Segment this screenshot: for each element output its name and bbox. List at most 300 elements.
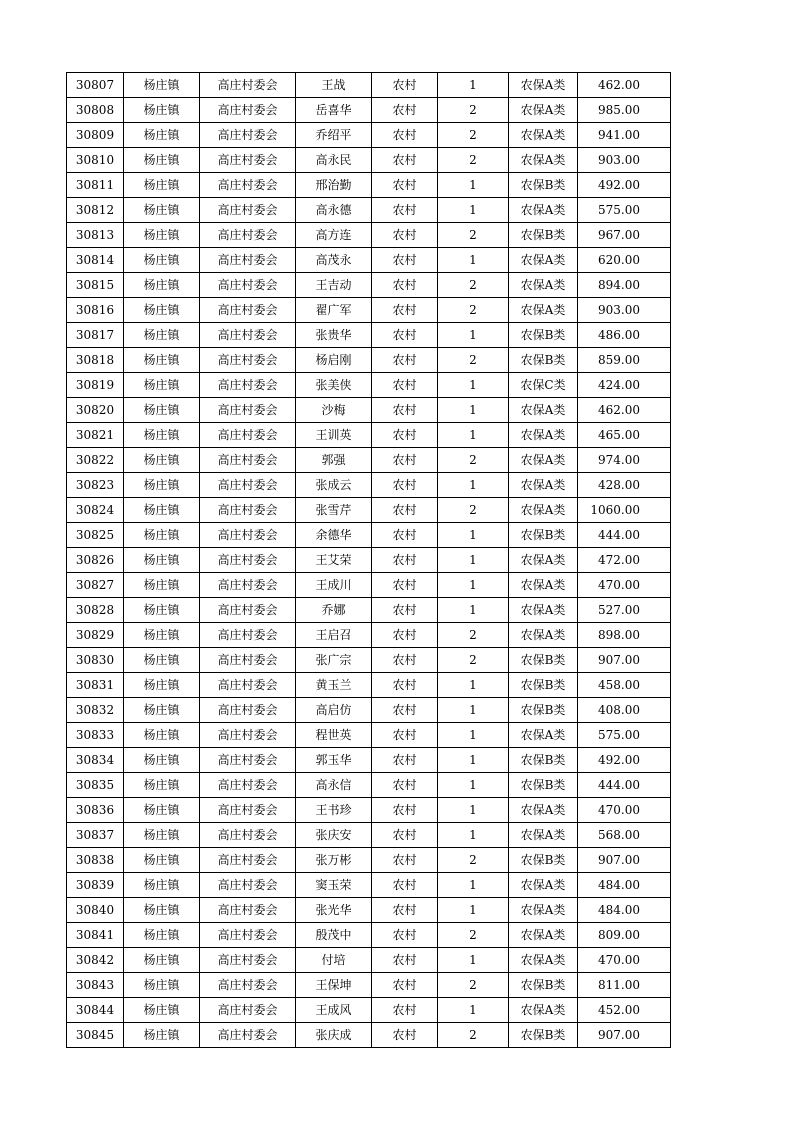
name-cell: 张庆安 bbox=[296, 823, 372, 848]
amount-cell: 492.00 bbox=[578, 173, 671, 198]
table-row bbox=[67, 498, 671, 523]
town-cell: 杨庄镇 bbox=[124, 973, 200, 998]
amount-cell: 458.00 bbox=[578, 673, 671, 698]
record-id-cell: 30819 bbox=[67, 373, 124, 398]
household-count-cell: 2 bbox=[438, 973, 509, 998]
name-cell: 王成川 bbox=[296, 573, 372, 598]
town-cell: 杨庄镇 bbox=[124, 248, 200, 273]
name-cell: 窦玉荣 bbox=[296, 873, 372, 898]
amount-cell: 486.00 bbox=[578, 323, 671, 348]
town-cell: 杨庄镇 bbox=[124, 348, 200, 373]
record-id-cell: 30810 bbox=[67, 148, 124, 173]
area-type-cell: 农村 bbox=[372, 848, 438, 873]
town-cell: 杨庄镇 bbox=[124, 373, 200, 398]
amount-cell: 470.00 bbox=[578, 573, 671, 598]
town-cell: 杨庄镇 bbox=[124, 173, 200, 198]
amount-cell: 408.00 bbox=[578, 698, 671, 723]
household-count-cell: 1 bbox=[438, 248, 509, 273]
village-committee-cell: 高庄村委会 bbox=[200, 523, 296, 548]
table-row bbox=[67, 523, 671, 548]
household-count-cell: 1 bbox=[438, 548, 509, 573]
category-cell: 农保A类 bbox=[509, 198, 578, 223]
name-cell: 王成风 bbox=[296, 998, 372, 1023]
name-cell: 黄玉兰 bbox=[296, 673, 372, 698]
area-type-cell: 农村 bbox=[372, 423, 438, 448]
household-count-cell: 2 bbox=[438, 123, 509, 148]
table-row bbox=[67, 423, 671, 448]
town-cell: 杨庄镇 bbox=[124, 923, 200, 948]
area-type-cell: 农村 bbox=[372, 373, 438, 398]
table-row bbox=[67, 573, 671, 598]
household-count-cell: 1 bbox=[438, 373, 509, 398]
village-committee-cell: 高庄村委会 bbox=[200, 898, 296, 923]
town-cell: 杨庄镇 bbox=[124, 798, 200, 823]
household-count-cell: 1 bbox=[438, 173, 509, 198]
household-count-cell: 2 bbox=[438, 223, 509, 248]
amount-cell: 1060.00 bbox=[578, 498, 671, 523]
village-committee-cell: 高庄村委会 bbox=[200, 148, 296, 173]
town-cell: 杨庄镇 bbox=[124, 223, 200, 248]
amount-cell: 907.00 bbox=[578, 648, 671, 673]
area-type-cell: 农村 bbox=[372, 823, 438, 848]
record-id-cell: 30845 bbox=[67, 1023, 124, 1048]
town-cell: 杨庄镇 bbox=[124, 198, 200, 223]
area-type-cell: 农村 bbox=[372, 473, 438, 498]
table-row bbox=[67, 998, 671, 1023]
village-committee-cell: 高庄村委会 bbox=[200, 98, 296, 123]
household-count-cell: 1 bbox=[438, 798, 509, 823]
village-committee-cell: 高庄村委会 bbox=[200, 548, 296, 573]
area-type-cell: 农村 bbox=[372, 548, 438, 573]
town-cell: 杨庄镇 bbox=[124, 323, 200, 348]
category-cell: 农保B类 bbox=[509, 323, 578, 348]
category-cell: 农保A类 bbox=[509, 798, 578, 823]
name-cell: 郭玉华 bbox=[296, 748, 372, 773]
name-cell: 王训英 bbox=[296, 423, 372, 448]
town-cell: 杨庄镇 bbox=[124, 298, 200, 323]
table-row bbox=[67, 273, 671, 298]
table-row bbox=[67, 223, 671, 248]
household-count-cell: 1 bbox=[438, 948, 509, 973]
village-committee-cell: 高庄村委会 bbox=[200, 223, 296, 248]
name-cell: 岳喜华 bbox=[296, 98, 372, 123]
town-cell: 杨庄镇 bbox=[124, 598, 200, 623]
table-row bbox=[67, 123, 671, 148]
household-count-cell: 1 bbox=[438, 873, 509, 898]
name-cell: 张雪芹 bbox=[296, 498, 372, 523]
name-cell: 王艾荣 bbox=[296, 548, 372, 573]
name-cell: 王吉动 bbox=[296, 273, 372, 298]
name-cell: 郭强 bbox=[296, 448, 372, 473]
record-id-cell: 30828 bbox=[67, 598, 124, 623]
table-row bbox=[67, 923, 671, 948]
area-type-cell: 农村 bbox=[372, 873, 438, 898]
area-type-cell: 农村 bbox=[372, 98, 438, 123]
village-committee-cell: 高庄村委会 bbox=[200, 198, 296, 223]
town-cell: 杨庄镇 bbox=[124, 898, 200, 923]
category-cell: 农保A类 bbox=[509, 73, 578, 98]
table-row bbox=[67, 473, 671, 498]
village-committee-cell: 高庄村委会 bbox=[200, 498, 296, 523]
name-cell: 王保坤 bbox=[296, 973, 372, 998]
record-id-cell: 30831 bbox=[67, 673, 124, 698]
record-id-cell: 30814 bbox=[67, 248, 124, 273]
amount-cell: 894.00 bbox=[578, 273, 671, 298]
category-cell: 农保A类 bbox=[509, 148, 578, 173]
village-committee-cell: 高庄村委会 bbox=[200, 348, 296, 373]
area-type-cell: 农村 bbox=[372, 973, 438, 998]
household-count-cell: 2 bbox=[438, 623, 509, 648]
name-cell: 高茂永 bbox=[296, 248, 372, 273]
household-count-cell: 1 bbox=[438, 773, 509, 798]
table-row bbox=[67, 298, 671, 323]
name-cell: 乔绍平 bbox=[296, 123, 372, 148]
record-id-cell: 30816 bbox=[67, 298, 124, 323]
town-cell: 杨庄镇 bbox=[124, 998, 200, 1023]
household-count-cell: 1 bbox=[438, 673, 509, 698]
record-id-cell: 30833 bbox=[67, 723, 124, 748]
table-row bbox=[67, 798, 671, 823]
village-committee-cell: 高庄村委会 bbox=[200, 173, 296, 198]
amount-cell: 428.00 bbox=[578, 473, 671, 498]
town-cell: 杨庄镇 bbox=[124, 673, 200, 698]
household-count-cell: 2 bbox=[438, 923, 509, 948]
name-cell: 王启召 bbox=[296, 623, 372, 648]
table-row bbox=[67, 148, 671, 173]
amount-cell: 484.00 bbox=[578, 898, 671, 923]
area-type-cell: 农村 bbox=[372, 223, 438, 248]
category-cell: 农保A类 bbox=[509, 273, 578, 298]
town-cell: 杨庄镇 bbox=[124, 398, 200, 423]
category-cell: 农保B类 bbox=[509, 848, 578, 873]
village-committee-cell: 高庄村委会 bbox=[200, 923, 296, 948]
amount-cell: 907.00 bbox=[578, 848, 671, 873]
amount-cell: 465.00 bbox=[578, 423, 671, 448]
record-id-cell: 30832 bbox=[67, 698, 124, 723]
name-cell: 余德华 bbox=[296, 523, 372, 548]
village-committee-cell: 高庄村委会 bbox=[200, 848, 296, 873]
record-id-cell: 30825 bbox=[67, 523, 124, 548]
area-type-cell: 农村 bbox=[372, 498, 438, 523]
name-cell: 杨启刚 bbox=[296, 348, 372, 373]
record-id-cell: 30841 bbox=[67, 923, 124, 948]
amount-cell: 444.00 bbox=[578, 523, 671, 548]
amount-cell: 620.00 bbox=[578, 248, 671, 273]
area-type-cell: 农村 bbox=[372, 398, 438, 423]
record-id-cell: 30838 bbox=[67, 848, 124, 873]
table-row bbox=[67, 98, 671, 123]
village-committee-cell: 高庄村委会 bbox=[200, 973, 296, 998]
amount-cell: 492.00 bbox=[578, 748, 671, 773]
town-cell: 杨庄镇 bbox=[124, 848, 200, 873]
amount-cell: 575.00 bbox=[578, 723, 671, 748]
household-count-cell: 1 bbox=[438, 423, 509, 448]
name-cell: 邢治勤 bbox=[296, 173, 372, 198]
town-cell: 杨庄镇 bbox=[124, 1023, 200, 1048]
amount-cell: 527.00 bbox=[578, 598, 671, 623]
record-id-cell: 30815 bbox=[67, 273, 124, 298]
table-row bbox=[67, 623, 671, 648]
village-committee-cell: 高庄村委会 bbox=[200, 773, 296, 798]
town-cell: 杨庄镇 bbox=[124, 98, 200, 123]
amount-cell: 809.00 bbox=[578, 923, 671, 948]
table-row bbox=[67, 673, 671, 698]
category-cell: 农保C类 bbox=[509, 373, 578, 398]
town-cell: 杨庄镇 bbox=[124, 623, 200, 648]
area-type-cell: 农村 bbox=[372, 348, 438, 373]
name-cell: 张美侠 bbox=[296, 373, 372, 398]
name-cell: 付培 bbox=[296, 948, 372, 973]
area-type-cell: 农村 bbox=[372, 773, 438, 798]
household-count-cell: 2 bbox=[438, 498, 509, 523]
town-cell: 杨庄镇 bbox=[124, 123, 200, 148]
area-type-cell: 农村 bbox=[372, 648, 438, 673]
category-cell: 农保A类 bbox=[509, 423, 578, 448]
category-cell: 农保A类 bbox=[509, 98, 578, 123]
area-type-cell: 农村 bbox=[372, 198, 438, 223]
amount-cell: 985.00 bbox=[578, 98, 671, 123]
record-id-cell: 30840 bbox=[67, 898, 124, 923]
table-row bbox=[67, 348, 671, 373]
record-id-cell: 30809 bbox=[67, 123, 124, 148]
village-committee-cell: 高庄村委会 bbox=[200, 748, 296, 773]
name-cell: 张庆成 bbox=[296, 1023, 372, 1048]
household-count-cell: 1 bbox=[438, 698, 509, 723]
village-committee-cell: 高庄村委会 bbox=[200, 798, 296, 823]
table-row bbox=[67, 448, 671, 473]
table-row bbox=[67, 648, 671, 673]
town-cell: 杨庄镇 bbox=[124, 148, 200, 173]
amount-cell: 424.00 bbox=[578, 373, 671, 398]
record-id-cell: 30844 bbox=[67, 998, 124, 1023]
household-count-cell: 2 bbox=[438, 273, 509, 298]
village-committee-cell: 高庄村委会 bbox=[200, 423, 296, 448]
record-id-cell: 30808 bbox=[67, 98, 124, 123]
table-row bbox=[67, 848, 671, 873]
household-count-cell: 1 bbox=[438, 723, 509, 748]
town-cell: 杨庄镇 bbox=[124, 273, 200, 298]
category-cell: 农保A类 bbox=[509, 923, 578, 948]
record-id-cell: 30843 bbox=[67, 973, 124, 998]
village-committee-cell: 高庄村委会 bbox=[200, 123, 296, 148]
amount-cell: 907.00 bbox=[578, 1023, 671, 1048]
town-cell: 杨庄镇 bbox=[124, 573, 200, 598]
table-row bbox=[67, 373, 671, 398]
town-cell: 杨庄镇 bbox=[124, 723, 200, 748]
town-cell: 杨庄镇 bbox=[124, 698, 200, 723]
village-committee-cell: 高庄村委会 bbox=[200, 623, 296, 648]
name-cell: 高永民 bbox=[296, 148, 372, 173]
name-cell: 殷茂中 bbox=[296, 923, 372, 948]
village-committee-cell: 高庄村委会 bbox=[200, 573, 296, 598]
category-cell: 农保B类 bbox=[509, 673, 578, 698]
household-count-cell: 2 bbox=[438, 298, 509, 323]
area-type-cell: 农村 bbox=[372, 923, 438, 948]
record-id-cell: 30821 bbox=[67, 423, 124, 448]
household-count-cell: 2 bbox=[438, 98, 509, 123]
record-id-cell: 30835 bbox=[67, 773, 124, 798]
area-type-cell: 农村 bbox=[372, 598, 438, 623]
area-type-cell: 农村 bbox=[372, 248, 438, 273]
name-cell: 程世英 bbox=[296, 723, 372, 748]
category-cell: 农保A类 bbox=[509, 723, 578, 748]
town-cell: 杨庄镇 bbox=[124, 423, 200, 448]
household-count-cell: 2 bbox=[438, 148, 509, 173]
category-cell: 农保A类 bbox=[509, 473, 578, 498]
name-cell: 王战 bbox=[296, 73, 372, 98]
village-committee-cell: 高庄村委会 bbox=[200, 698, 296, 723]
area-type-cell: 农村 bbox=[372, 323, 438, 348]
area-type-cell: 农村 bbox=[372, 448, 438, 473]
village-committee-cell: 高庄村委会 bbox=[200, 673, 296, 698]
area-type-cell: 农村 bbox=[372, 298, 438, 323]
village-committee-cell: 高庄村委会 bbox=[200, 648, 296, 673]
name-cell: 乔娜 bbox=[296, 598, 372, 623]
category-cell: 农保A类 bbox=[509, 498, 578, 523]
record-id-cell: 30812 bbox=[67, 198, 124, 223]
category-cell: 农保B类 bbox=[509, 523, 578, 548]
table-row bbox=[67, 398, 671, 423]
area-type-cell: 农村 bbox=[372, 273, 438, 298]
amount-cell: 903.00 bbox=[578, 298, 671, 323]
category-cell: 农保A类 bbox=[509, 298, 578, 323]
village-committee-cell: 高庄村委会 bbox=[200, 298, 296, 323]
category-cell: 农保A类 bbox=[509, 573, 578, 598]
record-id-cell: 30827 bbox=[67, 573, 124, 598]
table-row bbox=[67, 823, 671, 848]
category-cell: 农保A类 bbox=[509, 823, 578, 848]
area-type-cell: 农村 bbox=[372, 73, 438, 98]
table-row bbox=[67, 173, 671, 198]
amount-cell: 575.00 bbox=[578, 198, 671, 223]
category-cell: 农保A类 bbox=[509, 123, 578, 148]
village-committee-cell: 高庄村委会 bbox=[200, 998, 296, 1023]
village-committee-cell: 高庄村委会 bbox=[200, 373, 296, 398]
data-table bbox=[66, 72, 671, 1048]
record-id-cell: 30818 bbox=[67, 348, 124, 373]
name-cell: 张万彬 bbox=[296, 848, 372, 873]
name-cell: 张成云 bbox=[296, 473, 372, 498]
amount-cell: 472.00 bbox=[578, 548, 671, 573]
village-committee-cell: 高庄村委会 bbox=[200, 1023, 296, 1048]
area-type-cell: 农村 bbox=[372, 798, 438, 823]
area-type-cell: 农村 bbox=[372, 1023, 438, 1048]
table-row bbox=[67, 598, 671, 623]
household-count-cell: 1 bbox=[438, 73, 509, 98]
name-cell: 高方连 bbox=[296, 223, 372, 248]
category-cell: 农保B类 bbox=[509, 648, 578, 673]
amount-cell: 484.00 bbox=[578, 873, 671, 898]
household-count-cell: 1 bbox=[438, 398, 509, 423]
table-row bbox=[67, 248, 671, 273]
village-committee-cell: 高庄村委会 bbox=[200, 273, 296, 298]
village-committee-cell: 高庄村委会 bbox=[200, 723, 296, 748]
record-id-cell: 30811 bbox=[67, 173, 124, 198]
amount-cell: 941.00 bbox=[578, 123, 671, 148]
table-row bbox=[67, 1023, 671, 1048]
area-type-cell: 农村 bbox=[372, 748, 438, 773]
record-id-cell: 30829 bbox=[67, 623, 124, 648]
name-cell: 高启仿 bbox=[296, 698, 372, 723]
name-cell: 张光华 bbox=[296, 898, 372, 923]
town-cell: 杨庄镇 bbox=[124, 473, 200, 498]
area-type-cell: 农村 bbox=[372, 998, 438, 1023]
village-committee-cell: 高庄村委会 bbox=[200, 873, 296, 898]
table-row bbox=[67, 873, 671, 898]
household-count-cell: 1 bbox=[438, 523, 509, 548]
area-type-cell: 农村 bbox=[372, 123, 438, 148]
record-id-cell: 30822 bbox=[67, 448, 124, 473]
amount-cell: 967.00 bbox=[578, 223, 671, 248]
household-count-cell: 1 bbox=[438, 823, 509, 848]
area-type-cell: 农村 bbox=[372, 573, 438, 598]
table-row bbox=[67, 973, 671, 998]
record-id-cell: 30820 bbox=[67, 398, 124, 423]
town-cell: 杨庄镇 bbox=[124, 823, 200, 848]
name-cell: 王书珍 bbox=[296, 798, 372, 823]
name-cell: 高永德 bbox=[296, 198, 372, 223]
name-cell: 翟广军 bbox=[296, 298, 372, 323]
household-count-cell: 2 bbox=[438, 648, 509, 673]
category-cell: 农保A类 bbox=[509, 948, 578, 973]
household-count-cell: 1 bbox=[438, 598, 509, 623]
amount-cell: 568.00 bbox=[578, 823, 671, 848]
town-cell: 杨庄镇 bbox=[124, 448, 200, 473]
table-row bbox=[67, 898, 671, 923]
table-row bbox=[67, 948, 671, 973]
village-committee-cell: 高庄村委会 bbox=[200, 248, 296, 273]
category-cell: 农保A类 bbox=[509, 898, 578, 923]
name-cell: 高永信 bbox=[296, 773, 372, 798]
amount-cell: 811.00 bbox=[578, 973, 671, 998]
amount-cell: 898.00 bbox=[578, 623, 671, 648]
village-committee-cell: 高庄村委会 bbox=[200, 73, 296, 98]
table-row bbox=[67, 723, 671, 748]
household-count-cell: 1 bbox=[438, 898, 509, 923]
household-count-cell: 2 bbox=[438, 1023, 509, 1048]
name-cell: 张贵华 bbox=[296, 323, 372, 348]
category-cell: 农保A类 bbox=[509, 398, 578, 423]
town-cell: 杨庄镇 bbox=[124, 498, 200, 523]
table-row bbox=[67, 548, 671, 573]
amount-cell: 470.00 bbox=[578, 798, 671, 823]
area-type-cell: 农村 bbox=[372, 698, 438, 723]
category-cell: 农保A类 bbox=[509, 248, 578, 273]
category-cell: 农保B类 bbox=[509, 973, 578, 998]
record-id-cell: 30836 bbox=[67, 798, 124, 823]
category-cell: 农保A类 bbox=[509, 548, 578, 573]
record-id-cell: 30817 bbox=[67, 323, 124, 348]
area-type-cell: 农村 bbox=[372, 948, 438, 973]
town-cell: 杨庄镇 bbox=[124, 548, 200, 573]
household-count-cell: 1 bbox=[438, 998, 509, 1023]
category-cell: 农保B类 bbox=[509, 773, 578, 798]
record-id-cell: 30839 bbox=[67, 873, 124, 898]
record-id-cell: 30807 bbox=[67, 73, 124, 98]
town-cell: 杨庄镇 bbox=[124, 748, 200, 773]
household-count-cell: 1 bbox=[438, 198, 509, 223]
record-id-cell: 30823 bbox=[67, 473, 124, 498]
area-type-cell: 农村 bbox=[372, 898, 438, 923]
category-cell: 农保A类 bbox=[509, 998, 578, 1023]
amount-cell: 462.00 bbox=[578, 73, 671, 98]
category-cell: 农保B类 bbox=[509, 173, 578, 198]
area-type-cell: 农村 bbox=[372, 148, 438, 173]
town-cell: 杨庄镇 bbox=[124, 873, 200, 898]
category-cell: 农保A类 bbox=[509, 598, 578, 623]
category-cell: 农保B类 bbox=[509, 748, 578, 773]
table-row bbox=[67, 698, 671, 723]
